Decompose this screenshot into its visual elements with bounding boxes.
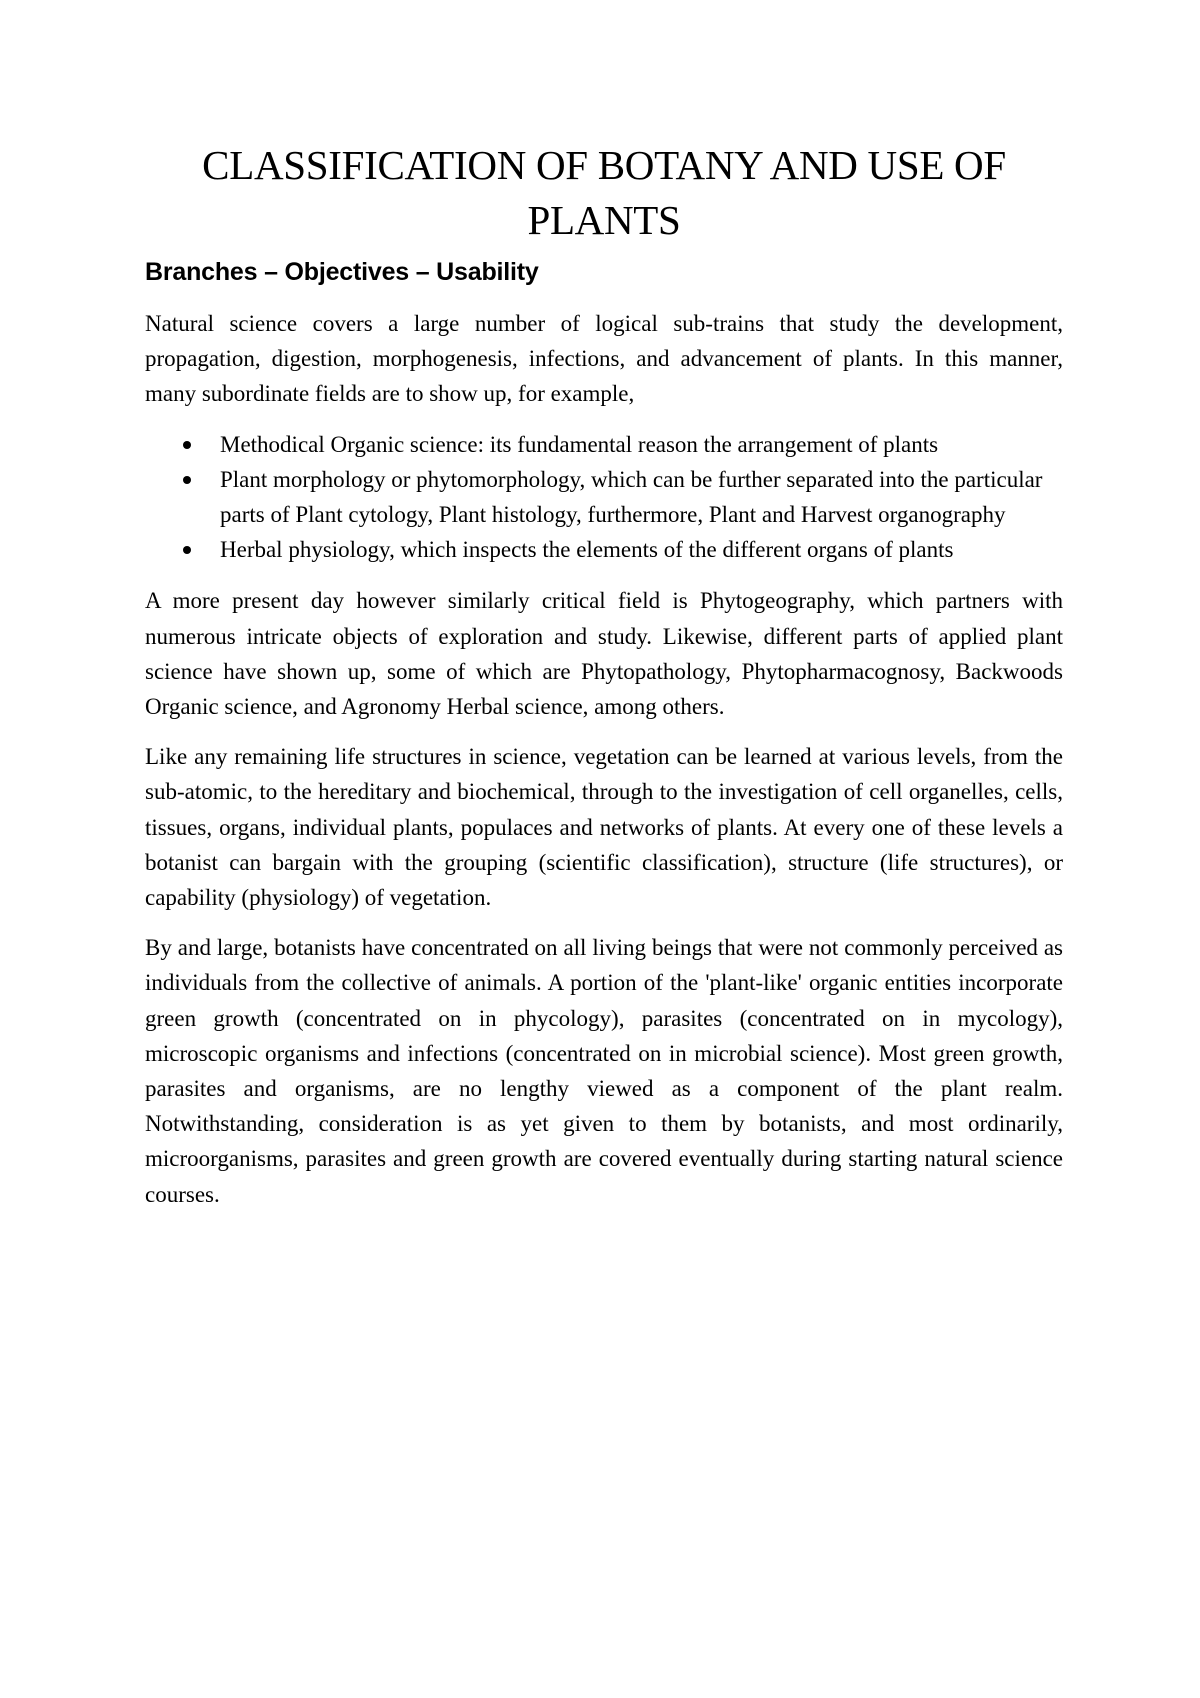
list-item (145, 532, 1063, 567)
list-item-text: Methodical Organic science: its fundamental reason the arrangement of plants (220, 431, 939, 457)
body-paragraph: A more present day however similarly critical field is Phytogeography, which partners with numerous intricate objects of exploration and study. Likewise, different parts of applied plant science have shown up, some of which are Phytopathology, Phytopharmacognosy, Backwoods Organic science, and Agronomy Herbal science, among others. (145, 588, 1063, 720)
document-page (145, 138, 1063, 1227)
document-title: CLASSIFICATION OF BOTANY AND USE OF PLANTS (202, 142, 1006, 243)
bullet-icon (183, 441, 191, 449)
intro-paragraph: Natural science covers a large number of logical sub-trains that study the development, propagation, digestion, morphogenesis, infections, and advancement of plants. In this manner, many subordinate fields are to show up, for example, (145, 311, 1063, 407)
branches-list (145, 427, 1063, 568)
bullet-icon (183, 476, 191, 484)
body-paragraph: Like any remaining life structures in science, vegetation can be learned at various levels, from the sub-atomic, to the hereditary and biochemical, through to the investigation of cell organelles, cells, tissues, organs, individual plants, populaces and networks of plants. At every one of these levels a botanist can bargain with the grouping (scientific classification), structure (life structures), or capability (physiology) of vegetation. (145, 744, 1063, 911)
bullet-icon (183, 546, 191, 554)
body-paragraph: By and large, botanists have concentrated on all living beings that were not commonly perceived as individuals from the collective of animals. A portion of the 'plant-like' organic entities incorporate green growth (concentrated on in phycology), parasites (concentrated on in mycology), microscopic organisms and infections (concentrated on in microbial science). Most green growth, parasites and organisms, are no lengthy viewed as a component of the plant realm. Notwithstanding, consideration is as yet given to them by botanists, and most ordinarily, microorganisms, parasites and green growth are covered eventually during starting natural science courses. (145, 935, 1063, 1207)
document-subtitle: Branches – Objectives – Usability (145, 258, 539, 286)
list-item (145, 462, 1063, 532)
list-item (145, 427, 1063, 462)
list-item-text: Plant morphology or phytomorphology, which can be further separated into the particular parts of Plant cytology, Plant histology, furthermore, Plant and Harvest organography (220, 466, 1043, 528)
list-item-text: Herbal physiology, which inspects the elements of the different organs of plants (220, 537, 954, 563)
